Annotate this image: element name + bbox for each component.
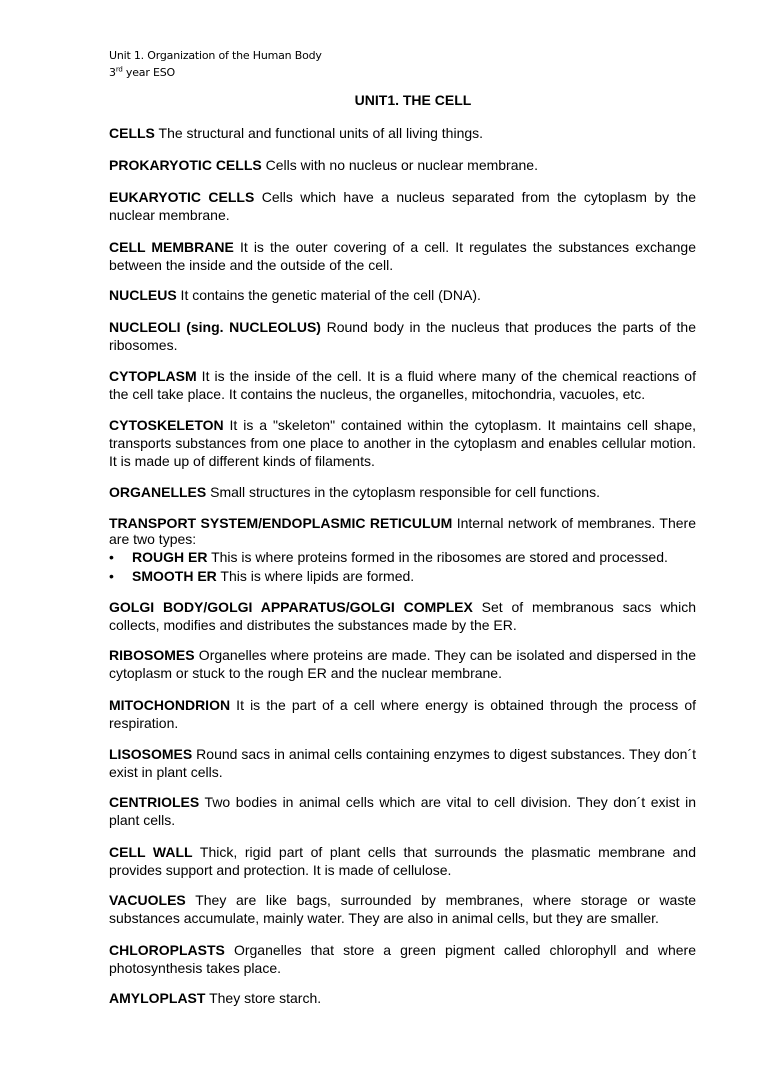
definition-cytoskeleton (109, 416, 696, 470)
page-title: UNIT1. THE CELL (354, 92, 472, 108)
header-year-line (109, 64, 322, 81)
definition-text: Cells which have a nucleus separated from the cytoplasm by the nuclear membrane. (109, 189, 696, 223)
definition-text: Organelles that store a green pigment called chlorophyll and where photosynthesis takes place. (109, 942, 696, 976)
definition-text: It is the inside of the cell. It is a fluid where many of the chemical reactions of the cell take place. It contains the nucleus, the organelles, mitochondria, vacuoles, etc. (109, 368, 696, 402)
er-intro (109, 515, 696, 547)
definition-organelles (109, 483, 696, 501)
definition-text: Two bodies in animal cells which are vital to cell division. They don´t exist in plant cells. (109, 794, 696, 828)
definition-text: They store starch. (205, 990, 322, 1006)
term-chloroplasts: CHLOROPLASTS (109, 942, 225, 958)
header-year-rest: year ESO (122, 66, 175, 79)
definition-chloroplasts (109, 941, 696, 977)
definition-nucleus (109, 286, 696, 304)
term-organelles: ORGANELLES (109, 484, 207, 500)
er-types-list (109, 548, 696, 586)
definition-mitochondrion (109, 696, 696, 732)
list-item-text: This is where lipids are formed. (216, 568, 415, 584)
definition-text: Organelles where proteins are made. They can be isolated and dispersed in the cytoplasm or stuck to the rough ER and the nuclear membrane. (109, 647, 696, 681)
definition-text: The structural and functional units of all living things. (154, 125, 484, 141)
list-item (109, 567, 696, 586)
term-prokaryotic-cells: PROKARYOTIC CELLS (109, 157, 262, 173)
definition-ribosomes (109, 646, 696, 682)
definition-golgi (109, 598, 696, 634)
term-centrioles: CENTRIOLES (109, 794, 200, 810)
definition-eukaryotic-cells (109, 188, 696, 224)
definition-cells (109, 124, 696, 142)
term-eukaryotic-cells: EUKARYOTIC CELLS (109, 189, 255, 205)
term-vacuoles: VACUOLES (109, 892, 186, 908)
header-unit-line: Unit 1. Organization of the Human Body (109, 49, 322, 62)
page-header (109, 47, 322, 81)
definition-text: Round body in the nucleus that produces the parts of the ribosomes. (109, 319, 697, 353)
definition-text: Small structures in the cytoplasm responsible for cell functions. (206, 484, 600, 500)
definition-amyloplast (109, 989, 696, 1007)
definition-text: Internal network of membranes. There are two types: (109, 515, 696, 547)
definition-text: They are like bags, surrounded by membranes, where storage or waste substances accumulate, mainly water. They are also in animal cells, but they are smaller. (109, 892, 696, 926)
definition-cell-membrane (109, 238, 696, 274)
term-cell-membrane: CELL MEMBRANE (109, 239, 234, 255)
definition-cytoplasm (109, 367, 696, 403)
definition-lisosomes (109, 745, 696, 781)
definition-centrioles (109, 793, 696, 829)
term-amyloplast: AMYLOPLAST (109, 990, 206, 1006)
definition-cell-wall (109, 843, 696, 879)
definition-endoplasmic-reticulum (109, 515, 696, 586)
term-cytoskeleton: CYTOSKELETON (109, 417, 224, 433)
definition-text: Round sacs in animal cells containing enzymes to digest substances. They don´t exist in plant cells. (109, 746, 696, 780)
term-nucleus: NUCLEUS (109, 287, 177, 303)
definition-text: It is the part of a cell where energy is obtained through the process of respiration. (109, 697, 696, 731)
definition-vacuoles (109, 891, 696, 927)
header-year-suffix: rd (115, 65, 123, 74)
term-rough-er: ROUGH ER (132, 549, 208, 565)
definition-prokaryotic-cells (109, 156, 696, 174)
definition-nucleoli (109, 318, 696, 354)
term-golgi: GOLGI BODY/GOLGI APPARATUS/GOLGI COMPLEX (109, 599, 473, 615)
term-endoplasmic-reticulum: TRANSPORT SYSTEM/ENDOPLASMIC RETICULUM (109, 515, 453, 531)
term-cells: CELLS (109, 125, 155, 141)
definition-text: Thick, rigid part of plant cells that surrounds the plasmatic membrane and provides support and protection. It is made of cellulose. (109, 844, 696, 878)
definition-text: It is the outer covering of a cell. It regulates the substances exchange between the inside and the outside of the cell. (109, 239, 696, 273)
list-item (109, 548, 696, 567)
definition-text: It contains the genetic material of the cell (DNA). (176, 287, 481, 303)
page-title-row (0, 91, 768, 109)
term-mitochondrion: MITOCHONDRION (109, 697, 231, 713)
definition-text: Set of membranous sacs which collects, modifies and distributes the substances made by the ER. (109, 599, 696, 633)
list-item-text: This is where proteins formed in the ribosomes are stored and processed. (207, 549, 668, 565)
term-smooth-er: SMOOTH ER (132, 568, 217, 584)
term-lisosomes: LISOSOMES (109, 746, 193, 762)
term-ribosomes: RIBOSOMES (109, 647, 195, 663)
definition-text: It is a "skeleton" contained within the cytoplasm. It maintains cell shape, transports substances from one place to another in the cytoplasm and enables cellular motion. It is made up of different kinds of filaments. (109, 417, 696, 469)
header-year-number: 3 (109, 66, 116, 79)
definition-text: Cells with no nucleus or nuclear membrane. (261, 157, 538, 173)
term-cytoplasm: CYTOPLASM (109, 368, 197, 384)
term-cell-wall: CELL WALL (109, 844, 193, 860)
term-nucleoli: NUCLEOLI (sing. NUCLEOLUS) (109, 319, 321, 335)
